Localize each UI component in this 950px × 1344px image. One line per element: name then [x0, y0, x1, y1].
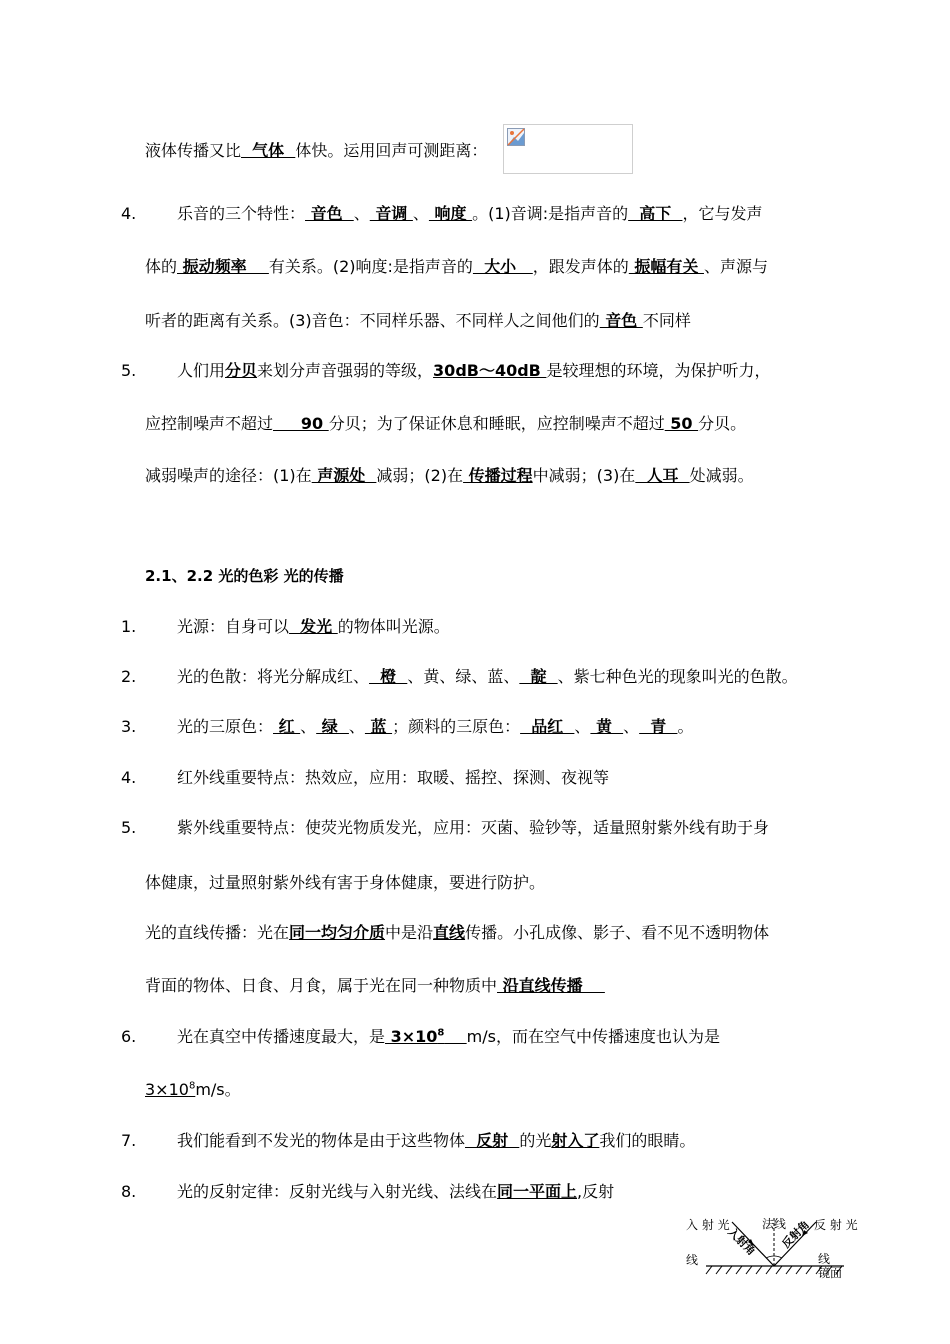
text-line	[145, 140, 487, 162]
incidence-angle-label: 入射角	[725, 1225, 758, 1258]
text: 是较理想的环境，为保护听力，	[546, 361, 771, 380]
answer: 直线	[433, 923, 466, 942]
answer: 绿	[316, 717, 349, 736]
answer: 50	[664, 414, 699, 433]
text: 、	[623, 717, 640, 736]
text-line: 紫外线重要特点：使荧光物质发光，应用：灭菌、验钞等，适量照射紫外线有助于身	[177, 818, 770, 837]
item-number: 4.	[121, 204, 137, 223]
answer: 同一均匀介质	[289, 923, 386, 942]
text: 光的直线传播：光在	[145, 923, 290, 942]
item-number: 2.	[121, 667, 137, 686]
text: 背面的物体、日食、月食，属于光在同一种物质中	[145, 976, 498, 995]
text: 中减弱；(3)在	[532, 466, 636, 485]
answer: 3×10	[145, 1080, 189, 1099]
answer: 传播过程	[463, 466, 533, 485]
answer: 品红	[520, 717, 575, 736]
answer: 音调	[369, 204, 413, 223]
text: 光的反射定律：反射光线与入射光线、法线在	[177, 1182, 498, 1201]
answer: 蓝	[364, 717, 393, 736]
text: 分贝；为了保证休息和睡眠，应控制噪声不超过	[328, 414, 665, 433]
answer: 90	[273, 414, 329, 433]
item-number: 7.	[121, 1131, 137, 1150]
item-number: 5.	[121, 818, 137, 837]
answer: 发光	[289, 617, 338, 636]
answer: 气体	[241, 141, 296, 160]
text-line	[177, 1026, 720, 1048]
text: ,反射	[577, 1182, 615, 1201]
superscript: 8	[188, 1080, 196, 1092]
text: 、	[348, 717, 365, 736]
answer: 音色	[599, 311, 643, 330]
answer: 反射	[465, 1131, 520, 1150]
item-number: 8.	[121, 1182, 137, 1201]
text-line	[145, 310, 691, 332]
text: 光的三原色：	[177, 717, 274, 736]
text-line	[145, 465, 754, 487]
text-line	[145, 413, 746, 435]
text-line: 体健康，过量照射紫外线有害于身体健康，要进行防护。	[145, 873, 546, 892]
answer: 声源处	[311, 466, 377, 485]
answer: 振幅有关	[628, 257, 704, 276]
item-number: 3.	[121, 717, 137, 736]
answer: 红	[273, 717, 301, 736]
text: 乐音的三个特性：	[177, 204, 306, 223]
text: 减弱；(2)在	[376, 466, 464, 485]
text: 有关系。(2)响度:是指声音的	[268, 257, 473, 276]
text: 减弱噪声的途径：(1)在	[145, 466, 312, 485]
answer: 大小	[472, 257, 533, 276]
text-line	[177, 716, 693, 738]
reflection-diagram	[684, 1206, 868, 1286]
reflected-ray-label-tail: 线	[818, 1252, 831, 1266]
text: 体快。运用回声可测距离：	[295, 141, 488, 160]
answer: 靛	[519, 667, 558, 686]
section-heading: 2.1、2.2 光的色彩 光的传播	[145, 567, 344, 585]
text: 听者的距离有关系。(3)音色：不同样乐器、不同样人之间他们的	[145, 311, 600, 330]
text: 光的色散：将光分解成红、	[177, 667, 370, 686]
text: ；颜料的三原色：	[392, 717, 521, 736]
text-line	[177, 360, 770, 382]
answer: 30dB～40dB	[433, 361, 547, 380]
text-line	[145, 975, 605, 997]
broken-image	[503, 124, 633, 174]
text: ，跟发声体的	[532, 257, 629, 276]
text: 我们能看到不发光的物体是由于这些物体	[177, 1131, 466, 1150]
reflected-ray-label: 反 射 光	[814, 1218, 858, 1232]
text-line	[177, 666, 798, 688]
answer: 沿直线传播	[497, 976, 605, 995]
text: 、声源与	[703, 257, 768, 276]
text: m/s，而在空气中传播速度也认为是	[466, 1027, 720, 1046]
answer-blank	[444, 1027, 466, 1046]
text: 分贝。	[698, 414, 747, 433]
answer: 同一平面上	[497, 1182, 578, 1201]
text-line	[145, 1079, 241, 1101]
text: ，它与发声	[682, 204, 763, 223]
answer: 黄	[590, 717, 624, 736]
image-placeholder-icon	[507, 128, 525, 146]
text: 。(1)音调:是指声音的	[472, 204, 629, 223]
text: 、黄、绿、蓝、	[407, 667, 520, 686]
text-line	[145, 256, 768, 278]
text: 来划分声音强弱的等级，	[257, 361, 434, 380]
item-number: 6.	[121, 1027, 137, 1046]
text-line: 红外线重要特点：热效应，应用：取暖、摇控、探测、夜视等	[177, 768, 610, 787]
answer: 橙	[369, 667, 408, 686]
text: 传播。小孔成像、影子、看不见不透明物体	[465, 923, 770, 942]
item-number: 4.	[121, 768, 137, 787]
text: 光在真空中传播速度最大，是	[177, 1027, 386, 1046]
text: 应控制噪声不超过	[145, 414, 274, 433]
answer: 射入了	[551, 1131, 600, 1150]
reflection-angle-label: 反射角	[779, 1218, 812, 1251]
text-line	[177, 203, 762, 225]
text-line	[177, 1181, 614, 1203]
text: 、紫七种色光的现象叫光的色散。	[557, 667, 798, 686]
text: 。	[677, 717, 694, 736]
incident-ray-label-tail: 线	[686, 1253, 699, 1267]
text: 处减弱。	[689, 466, 754, 485]
text: 不同样	[642, 311, 691, 330]
answer: 振动频率	[177, 257, 269, 276]
text: m/s。	[195, 1080, 241, 1099]
answer: 人耳	[635, 466, 690, 485]
text: 液体传播又比	[145, 141, 242, 160]
text: 人们用	[177, 361, 226, 380]
answer: 高下	[628, 204, 683, 223]
text: 的物体叫光源。	[337, 617, 450, 636]
superscript: 8	[437, 1027, 445, 1039]
text: 我们的眼睛。	[599, 1131, 696, 1150]
answer: 青	[639, 717, 678, 736]
answer: 音色	[305, 204, 354, 223]
text: 、	[574, 717, 591, 736]
answer: 分贝	[225, 361, 258, 380]
text: 体的	[145, 257, 178, 276]
text-line	[145, 922, 769, 944]
normal-label: 法线	[762, 1217, 787, 1231]
text-line	[177, 616, 450, 638]
angle-arc	[766, 1256, 782, 1258]
text: 光源：自身可以	[177, 617, 290, 636]
text: 、	[412, 204, 429, 223]
text: 的光	[519, 1131, 552, 1150]
mirror-label: 镜面	[818, 1266, 843, 1280]
item-number: 5.	[121, 361, 137, 380]
answer: 响度	[428, 204, 473, 223]
answer: 3×10	[385, 1027, 438, 1046]
incident-ray-label: 入 射 光	[686, 1218, 730, 1232]
text: 、	[300, 717, 317, 736]
text: 中是沿	[385, 923, 434, 942]
text: 、	[353, 204, 370, 223]
item-number: 1.	[121, 617, 137, 636]
text-line	[177, 1130, 695, 1152]
